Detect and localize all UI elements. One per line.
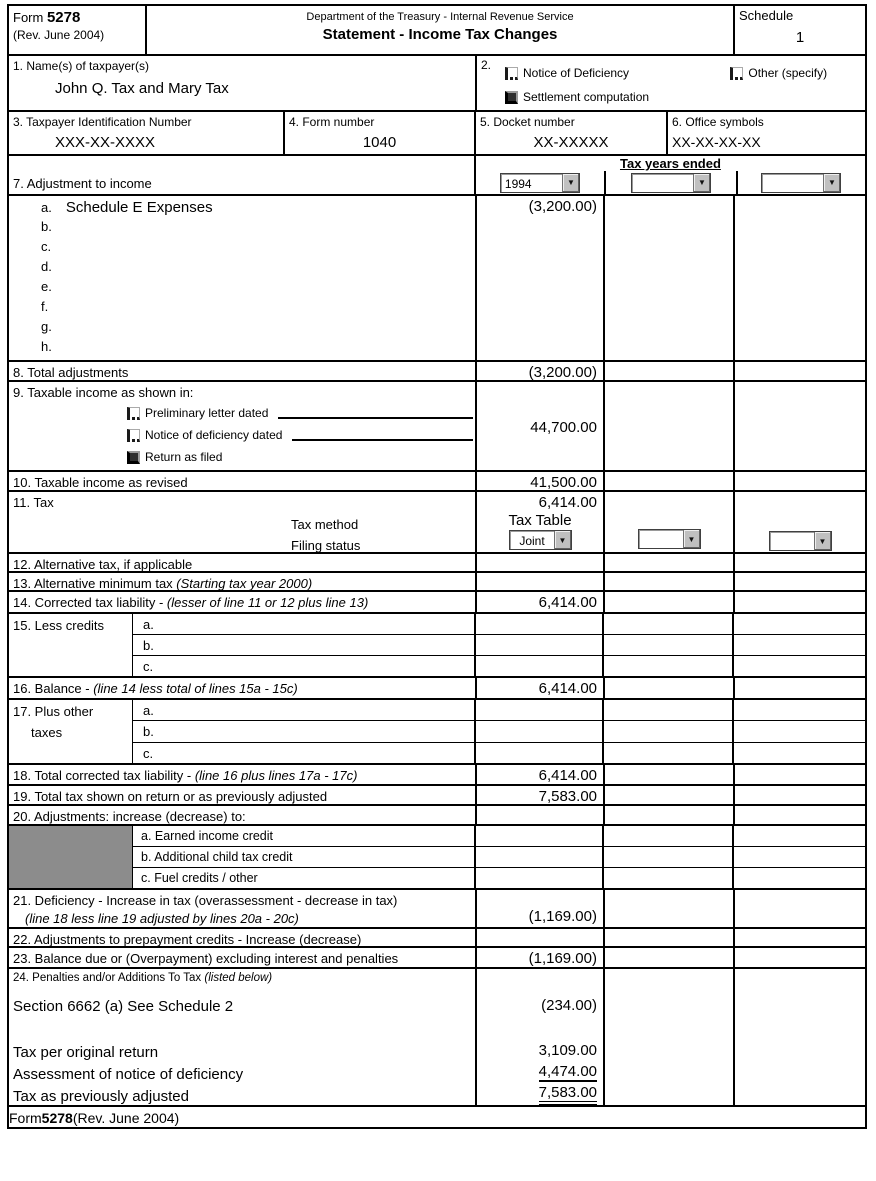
checkbox-icon (505, 91, 518, 104)
footer-revision: (Rev. June 2004) (72, 1110, 180, 1126)
line15b-letter: b. (133, 635, 476, 655)
agency-name: Department of the Treasury - Internal Revenue Service (306, 11, 574, 23)
line7-label-cell (9, 156, 476, 194)
line20a-label: a. Earned income credit (133, 826, 476, 846)
line16-amount-y1: 6,414.00 (477, 678, 605, 698)
filing-status-3-combobox[interactable] (769, 531, 832, 551)
line15a-letter: a. (133, 614, 476, 634)
docket-number-value: XX-XXXXX (533, 134, 609, 151)
line7b-letter: b. (41, 219, 52, 234)
line11-label-cell (9, 492, 477, 552)
line17b-letter: b. (133, 721, 476, 741)
line17-label-2: taxes (31, 725, 63, 740)
dropdown-arrow-icon: ▼ (683, 530, 700, 548)
line7-amount-y3 (735, 196, 865, 360)
line7h-letter: h. (41, 339, 52, 354)
checkbox-icon (505, 67, 518, 80)
filing-status-1-value: Joint (519, 534, 545, 548)
assessment-notice-deficiency-amount: 4,474.00 (538, 1062, 597, 1080)
notice-type-cell (477, 56, 865, 110)
checkbox-icon (127, 407, 140, 420)
line13-label: 13. Alternative minimum tax (13, 576, 177, 591)
assessment-notice-deficiency-label: Assessment of notice of deficiency (13, 1066, 244, 1083)
line11-amount-y1: 6,414.00 (538, 494, 597, 511)
line24-label: 24. Penalties and/or Additions To Tax (13, 972, 205, 984)
tax-year-1-value: 1994 (504, 176, 532, 191)
line18-label-cell (9, 765, 477, 784)
line7a-amount-y1: (3,200.00) (477, 196, 605, 360)
line15c-letter: c. (133, 656, 476, 676)
preliminary-letter-date-line (278, 406, 473, 419)
form-footer (9, 1105, 865, 1127)
form-5278 (7, 4, 867, 1129)
line9-amount-y1: 44,700.00 (477, 382, 605, 470)
settlement-computation-label: Settlement computation (523, 90, 650, 104)
line16-label: 16. Balance - (13, 681, 94, 696)
line19-amount-y1: 7,583.00 (477, 786, 605, 804)
other-specify-checkbox[interactable] (730, 66, 827, 80)
line18-amount-y1: 6,414.00 (477, 765, 605, 784)
return-as-filed-label: Return as filed (145, 450, 223, 464)
line7f-letter: f. (41, 299, 49, 314)
line14-label-cell (9, 592, 477, 612)
line7e-letter: e. (41, 279, 52, 294)
line20b-label: b. Additional child tax credit (133, 847, 476, 867)
tax-years-region (476, 156, 865, 194)
office-symbols-cell (668, 112, 865, 154)
line24-note: (listed below) (204, 972, 273, 984)
line11-y2-cell (605, 492, 735, 552)
line7c-letter: c. (41, 239, 52, 254)
line24-section-label: Section 6662 (a) See Schedule 2 (13, 998, 234, 1015)
return-as-filed-checkbox[interactable] (127, 449, 222, 464)
preliminary-letter-checkbox[interactable] (127, 405, 268, 420)
line17-label-1: 17. Plus other (13, 704, 94, 719)
form-number: 5278 (46, 9, 81, 26)
line21-label: 21. Deficiency - Increase in tax (overassessment - decrease in tax) (13, 893, 398, 908)
line16-label-cell (9, 678, 477, 698)
line22-label: 22. Adjustments to prepayment credits - Increase (decrease) (9, 929, 477, 946)
docket-number-label: 5. Docket number (480, 115, 575, 129)
line15-label: 15. Less credits (9, 614, 133, 676)
office-symbols-value: XX-XX-XX-XX (672, 134, 761, 150)
tax-method-label: Tax method (291, 517, 359, 532)
tin-cell (9, 112, 285, 154)
filing-status-2-combobox[interactable] (638, 529, 701, 549)
checkbox-icon (127, 451, 140, 464)
line13-label-cell (9, 573, 477, 590)
taxpayer-name-cell (9, 56, 477, 110)
line20c-label: c. Fuel credits / other (133, 868, 476, 888)
line7g-letter: g. (41, 319, 52, 334)
form-title-cell (147, 6, 735, 54)
dropdown-arrow-icon: ▼ (554, 531, 571, 549)
line11-y3-cell (735, 492, 865, 554)
line20-label: 20. Adjustments: increase (decrease) to: (9, 806, 477, 824)
line8-label: 8. Total adjustments (9, 362, 477, 380)
line17a-letter: a. (133, 700, 476, 720)
line7a-text: Schedule E Expenses (65, 199, 213, 216)
form-number-cell (285, 112, 476, 154)
line14-amount-y1: 6,414.00 (477, 592, 605, 612)
line10-label: 10. Taxable income as revised (9, 472, 477, 490)
tax-year-3-value (762, 174, 823, 192)
tax-previously-adjusted-amount: 7,583.00 (539, 1084, 597, 1105)
notice-of-deficiency-label: Notice of Deficiency (523, 66, 630, 80)
footer-form-number: 5278 (41, 1110, 73, 1126)
line14-label: 14. Corrected tax liability - (13, 595, 167, 610)
tax-per-original-return-label: Tax per original return (13, 1044, 159, 1061)
filing-status-3-value (770, 532, 814, 550)
form-number-label: 4. Form number (289, 115, 375, 129)
line7a-letter: a. (41, 200, 52, 215)
tax-year-2-combobox[interactable] (631, 173, 711, 193)
tax-method-value: Tax Table (508, 512, 572, 529)
filing-status-1-combobox[interactable] (509, 530, 572, 550)
checkbox-icon (730, 67, 743, 80)
docket-number-cell (476, 112, 668, 154)
line14-note: (lesser of line 11 or 12 plus line 13) (166, 595, 369, 610)
filing-status-label: Filing status (291, 538, 361, 553)
tax-previously-adjusted-label: Tax as previously adjusted (13, 1088, 189, 1105)
tin-value: XXX-XX-XXXX (55, 134, 156, 151)
tax-per-original-return-amount: 3,109.00 (538, 1041, 597, 1059)
tax-year-2-value (632, 174, 693, 192)
line19-label: 19. Total tax shown on return or as previously adjusted (9, 786, 477, 804)
tax-year-3-combobox[interactable] (761, 173, 841, 193)
filing-status-2-value (639, 530, 683, 548)
form-word: Form (13, 10, 44, 25)
line24-section-amount: (234.00) (541, 997, 597, 1015)
line17c-letter: c. (133, 743, 476, 763)
settlement-computation-checkbox[interactable] (505, 90, 649, 104)
dropdown-arrow-icon: ▼ (562, 174, 579, 192)
line11-label: 11. Tax (13, 495, 54, 510)
schedule-number: 1 (795, 29, 805, 46)
line7d-letter: d. (41, 259, 52, 274)
line20-gray-box (9, 826, 133, 888)
line18-label: 18. Total corrected tax liability - (13, 768, 195, 783)
line8-amount-y1: (3,200.00) (477, 362, 605, 380)
tin-label: 3. Taxpayer Identification Number (13, 115, 192, 129)
office-symbols-label: 6. Office symbols (672, 115, 764, 129)
form-id-cell (9, 6, 147, 54)
dropdown-arrow-icon: ▼ (814, 532, 831, 550)
line12-label: 12. Alternative tax, if applicable (9, 554, 477, 571)
preliminary-letter-label: Preliminary letter dated (145, 406, 269, 420)
tax-year-1-combobox[interactable] (500, 173, 580, 193)
dropdown-arrow-icon: ▼ (693, 174, 710, 192)
form-title: Statement - Income Tax Changes (322, 26, 558, 43)
line7-label: 7. Adjustment to income (13, 176, 152, 191)
line24-amounts-y1 (477, 969, 605, 1105)
line17-label-cell (9, 700, 133, 763)
dropdown-arrow-icon: ▼ (823, 174, 840, 192)
footer-form-word: Form (9, 1110, 42, 1126)
line21-label-cell (9, 890, 477, 927)
line18-note: (line 16 plus lines 17a - 17c) (194, 768, 358, 783)
line21-amount-y1: (1,169.00) (477, 890, 605, 927)
form-number-value: 1040 (362, 134, 397, 151)
form-revision: (Rev. June 2004) (13, 28, 105, 42)
line16-note: (line 14 less total of lines 15a - 15c) (93, 681, 298, 696)
line21-note: (line 18 less line 19 adjusted by lines 20a - 20c) (25, 911, 299, 926)
form-header (9, 6, 865, 54)
notice-deficiency-dated-checkbox[interactable] (127, 427, 282, 442)
line24-label-cell (9, 969, 477, 1105)
other-specify-label: Other (specify) (748, 66, 828, 80)
line7-amount-y2 (605, 196, 735, 360)
schedule-cell (735, 6, 865, 54)
taxpayer-name-label: 1. Name(s) of taxpayer(s) (13, 59, 150, 73)
line7-items-cell (9, 196, 477, 360)
notice-of-deficiency-checkbox[interactable] (505, 66, 629, 80)
taxpayer-name: John Q. Tax and Mary Tax (55, 80, 229, 97)
notice-deficiency-date-line (292, 428, 473, 441)
line23-amount-y1: (1,169.00) (477, 948, 605, 967)
schedule-label: Schedule (739, 8, 794, 23)
line10-amount-y1: 41,500.00 (477, 472, 605, 490)
line13-note: (Starting tax year 2000) (176, 576, 313, 591)
line23-label: 23. Balance due or (Overpayment) excluding interest and penalties (9, 948, 477, 967)
checkbox-icon (127, 429, 140, 442)
notice-deficiency-dated-label: Notice of deficiency dated (145, 428, 283, 442)
line11-y1-cell (477, 492, 605, 552)
line9-label-cell (9, 382, 477, 470)
tax-years-ended-title: Tax years ended (619, 156, 721, 171)
line9-label: 9. Taxable income as shown in: (13, 385, 194, 400)
item2-number: 2. (481, 58, 492, 72)
